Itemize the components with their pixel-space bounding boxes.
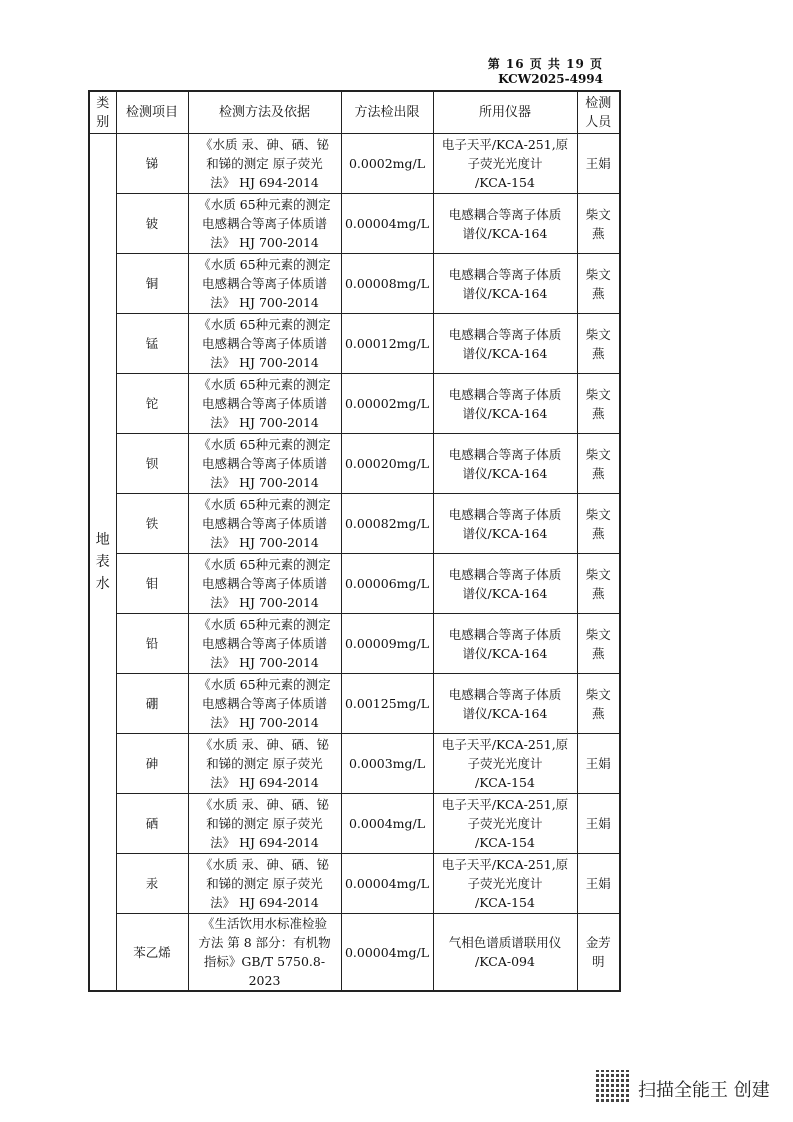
- person-cell: 柴文 燕: [577, 374, 620, 434]
- limit-cell: 0.00020mg/L: [341, 434, 433, 494]
- table-row: [89, 134, 620, 194]
- instrument-cell: 电感耦合等离子体质 谱仪/KCA-164: [433, 494, 577, 554]
- report-code: KCW2025-4994: [498, 72, 603, 86]
- item-cell: 硒: [116, 794, 188, 854]
- table-row: [89, 854, 620, 914]
- item-cell: 铁: [116, 494, 188, 554]
- limit-cell: 0.00082mg/L: [341, 494, 433, 554]
- table-row: [89, 494, 620, 554]
- limit-cell: 0.00004mg/L: [341, 914, 433, 992]
- instrument-cell: 电感耦合等离子体质 谱仪/KCA-164: [433, 674, 577, 734]
- limit-cell: 0.00125mg/L: [341, 674, 433, 734]
- table-row: [89, 794, 620, 854]
- instrument-cell: 电子天平/KCA-251,原 子荧光光度计 /KCA-154: [433, 854, 577, 914]
- limit-cell: 0.00004mg/L: [341, 854, 433, 914]
- instrument-cell: 电感耦合等离子体质 谱仪/KCA-164: [433, 314, 577, 374]
- limit-cell: 0.0004mg/L: [341, 794, 433, 854]
- item-cell: 铅: [116, 614, 188, 674]
- item-cell: 铊: [116, 374, 188, 434]
- limit-cell: 0.00009mg/L: [341, 614, 433, 674]
- person-cell: 王娟: [577, 734, 620, 794]
- limit-cell: 0.0003mg/L: [341, 734, 433, 794]
- method-cell: 《水质 65种元素的测定 电感耦合等离子体质谱 法》 HJ 700-2014: [188, 374, 341, 434]
- instrument-cell: 气相色谱质谱联用仪 /KCA-094: [433, 914, 577, 992]
- person-cell: 王娟: [577, 854, 620, 914]
- table-row: [89, 554, 620, 614]
- table-row: [89, 314, 620, 374]
- person-cell: 柴文 燕: [577, 434, 620, 494]
- instrument-cell: 电感耦合等离子体质 谱仪/KCA-164: [433, 614, 577, 674]
- instrument-cell: 电感耦合等离子体质 谱仪/KCA-164: [433, 554, 577, 614]
- method-cell: 《水质 汞、砷、硒、铋 和锑的测定 原子荧光 法》 HJ 694-2014: [188, 794, 341, 854]
- method-cell: 《水质 65种元素的测定 电感耦合等离子体质谱 法》 HJ 700-2014: [188, 614, 341, 674]
- person-cell: 柴文 燕: [577, 314, 620, 374]
- item-cell: 锑: [116, 134, 188, 194]
- person-cell: 柴文 燕: [577, 494, 620, 554]
- table-row: [89, 254, 620, 314]
- limit-cell: 0.00012mg/L: [341, 314, 433, 374]
- item-cell: 锰: [116, 314, 188, 374]
- item-cell: 铜: [116, 254, 188, 314]
- person-cell: 柴文 燕: [577, 194, 620, 254]
- col-item: 检测项目: [116, 91, 188, 134]
- item-cell: 钡: [116, 434, 188, 494]
- col-instrument: 所用仪器: [433, 91, 577, 134]
- col-method: 检测方法及依据: [188, 91, 341, 134]
- method-cell: 《水质 65种元素的测定 电感耦合等离子体质谱 法》 HJ 700-2014: [188, 314, 341, 374]
- person-cell: 王娟: [577, 794, 620, 854]
- table-row: [89, 614, 620, 674]
- instrument-cell: 电感耦合等离子体质 谱仪/KCA-164: [433, 374, 577, 434]
- qr-code-icon: [596, 1070, 630, 1104]
- page-number: 第 16 页 共 19 页: [487, 57, 603, 71]
- item-cell: 钼: [116, 554, 188, 614]
- category-cell: 地 表 水: [89, 134, 116, 992]
- method-cell: 《生活饮用水标准检验 方法 第 8 部分：有机物 指标》GB/T 5750.8-2023: [188, 914, 341, 992]
- method-cell: 《水质 汞、砷、硒、铋 和锑的测定 原子荧光 法》 HJ 694-2014: [188, 854, 341, 914]
- method-cell: 《水质 汞、砷、硒、铋 和锑的测定 原子荧光 法》 HJ 694-2014: [188, 734, 341, 794]
- col-person: 检测 人员: [577, 91, 620, 134]
- person-cell: 王娟: [577, 134, 620, 194]
- table-row: [89, 194, 620, 254]
- person-cell: 柴文 燕: [577, 614, 620, 674]
- limit-cell: 0.0002mg/L: [341, 134, 433, 194]
- item-cell: 硼: [116, 674, 188, 734]
- item-cell: 苯乙烯: [116, 914, 188, 992]
- instrument-cell: 电子天平/KCA-251,原 子荧光光度计 /KCA-154: [433, 734, 577, 794]
- limit-cell: 0.00002mg/L: [341, 374, 433, 434]
- method-cell: 《水质 65种元素的测定 电感耦合等离子体质谱 法》 HJ 700-2014: [188, 434, 341, 494]
- limit-cell: 0.00006mg/L: [341, 554, 433, 614]
- method-cell: 《水质 65种元素的测定 电感耦合等离子体质谱 法》 HJ 700-2014: [188, 674, 341, 734]
- method-cell: 《水质 65种元素的测定 电感耦合等离子体质谱 法》 HJ 700-2014: [188, 494, 341, 554]
- table-row: [89, 674, 620, 734]
- test-methods-table: [88, 90, 621, 992]
- table-row: [89, 434, 620, 494]
- person-cell: 柴文 燕: [577, 674, 620, 734]
- method-cell: 《水质 65种元素的测定 电感耦合等离子体质谱 法》 HJ 700-2014: [188, 254, 341, 314]
- table-header-row: [89, 91, 620, 134]
- item-cell: 铍: [116, 194, 188, 254]
- table-row: [89, 374, 620, 434]
- person-cell: 柴文 燕: [577, 254, 620, 314]
- table-row: [89, 914, 620, 992]
- instrument-cell: 电感耦合等离子体质 谱仪/KCA-164: [433, 254, 577, 314]
- method-cell: 《水质 65种元素的测定 电感耦合等离子体质谱 法》 HJ 700-2014: [188, 554, 341, 614]
- col-category: 类 别: [89, 91, 116, 134]
- col-limit: 方法检出限: [341, 91, 433, 134]
- limit-cell: 0.00008mg/L: [341, 254, 433, 314]
- person-cell: 柴文 燕: [577, 554, 620, 614]
- instrument-cell: 电子天平/KCA-251,原 子荧光光度计 /KCA-154: [433, 134, 577, 194]
- item-cell: 砷: [116, 734, 188, 794]
- instrument-cell: 电感耦合等离子体质 谱仪/KCA-164: [433, 194, 577, 254]
- instrument-cell: 电感耦合等离子体质 谱仪/KCA-164: [433, 434, 577, 494]
- table-row: [89, 734, 620, 794]
- item-cell: 汞: [116, 854, 188, 914]
- person-cell: 金芳 明: [577, 914, 620, 992]
- instrument-cell: 电子天平/KCA-251,原 子荧光光度计 /KCA-154: [433, 794, 577, 854]
- limit-cell: 0.00004mg/L: [341, 194, 433, 254]
- method-cell: 《水质 汞、砷、硒、铋 和锑的测定 原子荧光 法》 HJ 694-2014: [188, 134, 341, 194]
- method-cell: 《水质 65种元素的测定 电感耦合等离子体质谱 法》 HJ 700-2014: [188, 194, 341, 254]
- scanner-watermark: 扫描全能王 创建: [638, 1080, 770, 1101]
